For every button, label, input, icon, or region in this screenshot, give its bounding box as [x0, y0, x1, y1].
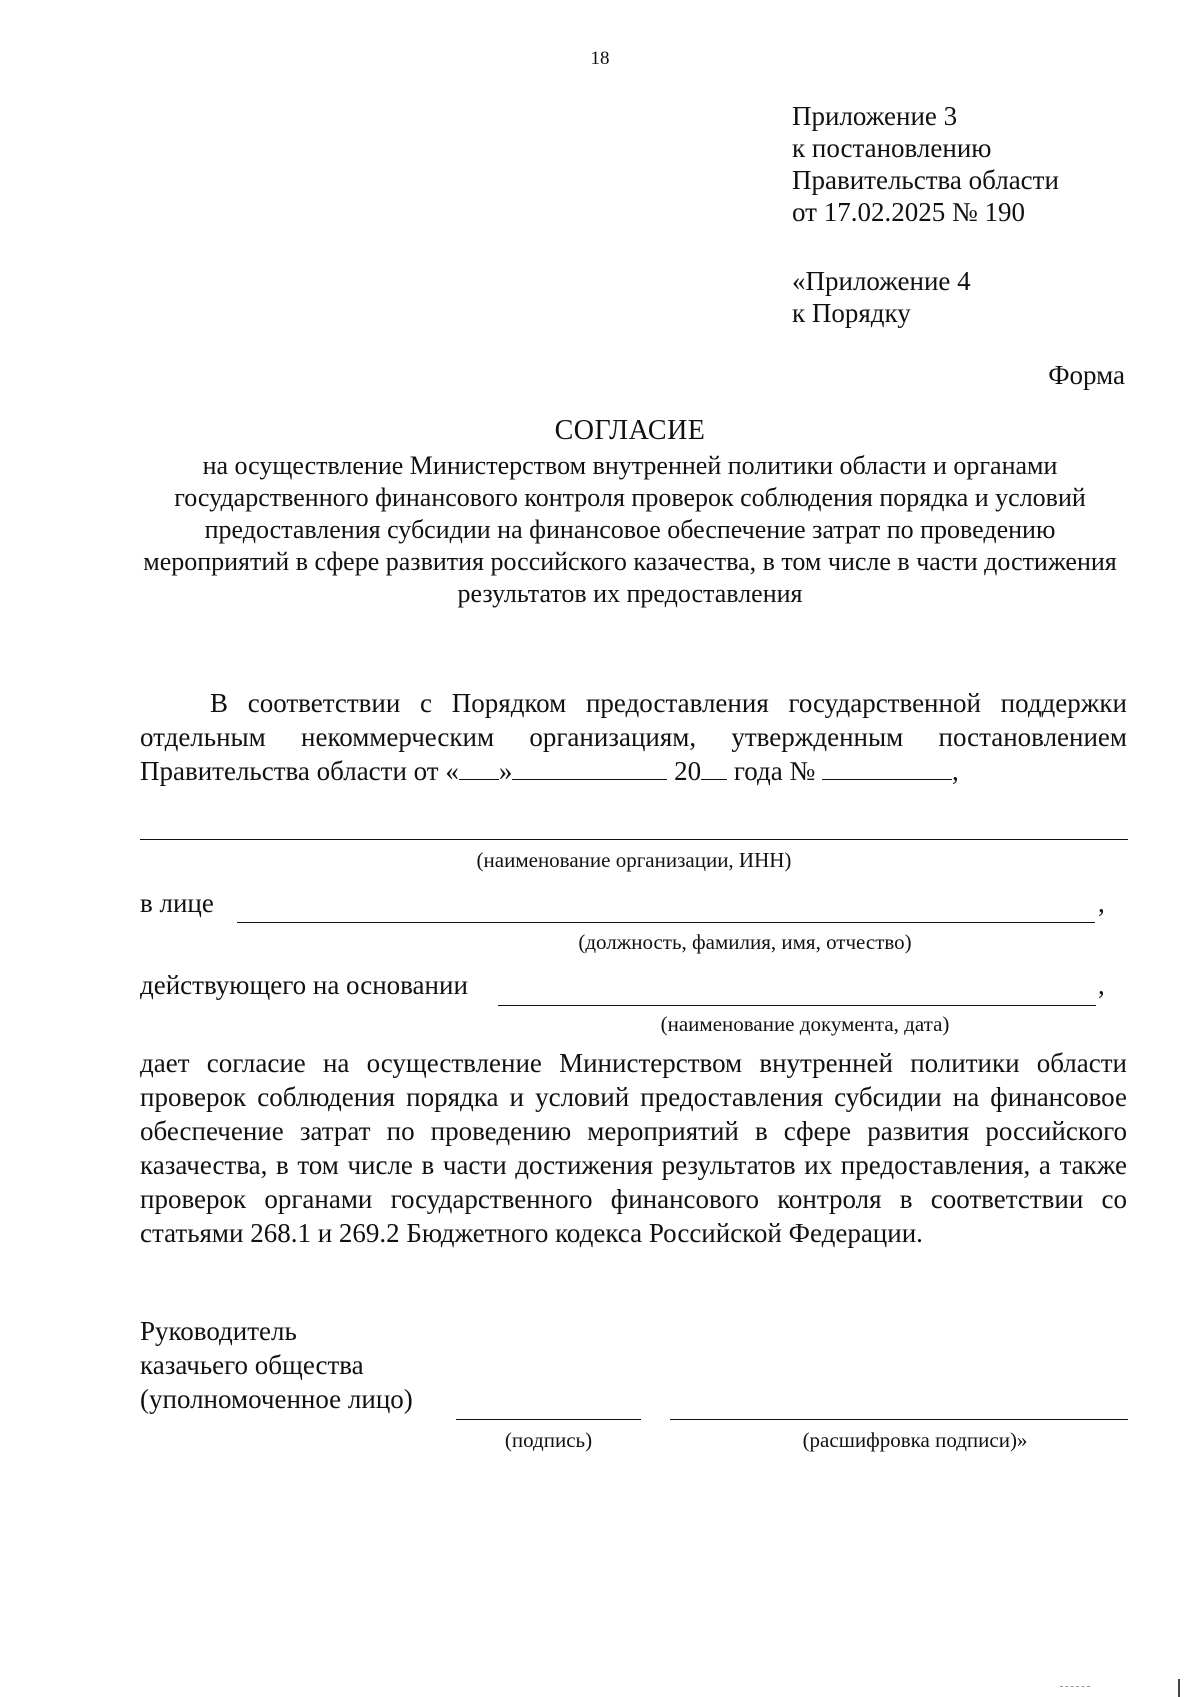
person-line[interactable]	[237, 922, 1095, 923]
decree-number-blank[interactable]	[822, 757, 952, 780]
appendix-line: Приложение 3	[792, 101, 958, 131]
intro-year-prefix: 20	[667, 756, 702, 786]
basis-line[interactable]	[498, 1005, 1096, 1006]
signature-decode-caption: (расшифровка подписи)»	[802, 1428, 1028, 1452]
day-blank[interactable]	[459, 757, 499, 780]
consent-paragraph: дает согласие на осуществление Министерством внутренней политики области проверок соблюдения порядка и условий предоставления субсидии на финансовое обеспечение затрат по проведению мероприятий в сфере развития российского казачества, в том числе в части достижения результатов их предоставления, а также проверок органами государственного финансового контроля в соответствии со статьями 268.1 и 269.2 Бюджетного кодекса Российской Федерации.	[140, 1048, 1127, 1248]
document-subtitle: на осуществление Министерством внутренней политики области и органами государственного финансового контроля проверок соблюдения порядка и условий предоставления субсидии на финансовое обеспечение затрат по проведению мероприятий в сфере развития российского казачества, в том числе в части достижения результатов их предоставления	[143, 451, 1117, 608]
signature-line[interactable]	[456, 1419, 641, 1420]
year-blank[interactable]	[701, 757, 727, 780]
month-blank[interactable]	[512, 757, 667, 780]
form-label: Форма	[1048, 360, 1125, 390]
in-person-label: в лице	[140, 888, 214, 918]
intro-number-label: года №	[727, 756, 822, 786]
page-number: 18	[590, 48, 610, 69]
signature-caption: (подпись)	[504, 1428, 593, 1452]
inner-appendix-reference	[792, 265, 971, 329]
scan-artifact	[1060, 1686, 1090, 1697]
document-title: СОГЛАСИЕ	[554, 415, 706, 446]
scan-edge-mark	[1178, 1679, 1180, 1697]
signature-decode-line[interactable]	[670, 1419, 1128, 1420]
appendix-line: «Приложение 4	[792, 266, 971, 296]
basis-caption: (наименование документа, дата)	[660, 1012, 950, 1036]
intro-comma: ,	[951, 756, 959, 786]
comma: ,	[1098, 970, 1105, 1000]
organization-line[interactable]	[140, 839, 1128, 840]
intro-quote-close: »	[498, 756, 513, 786]
appendix-line: Правительства области	[792, 165, 1059, 195]
appendix-reference	[792, 100, 1059, 228]
signer-line: Руководитель	[140, 1316, 297, 1346]
appendix-line: к Порядку	[792, 298, 911, 328]
basis-label: действующего на основании	[140, 970, 468, 1000]
comma: ,	[1098, 888, 1105, 918]
appendix-line: от 17.02.2025 № 190	[792, 197, 1025, 227]
signer-line: (уполномоченное лицо)	[140, 1384, 413, 1414]
signer-block	[140, 1314, 413, 1416]
appendix-line: к постановлению	[792, 133, 992, 163]
organization-caption: (наименование организации, ИНН)	[476, 848, 792, 872]
person-caption: (должность, фамилия, имя, отчество)	[578, 930, 912, 954]
intro-text: В соответствии с Порядком предоставления государственной поддержки отдельным некоммерческим организациям, утвержденным постановлением Правительства области от «	[140, 688, 1127, 786]
signer-line: казачьего общества	[140, 1350, 364, 1380]
intro-paragraph	[140, 686, 1127, 788]
